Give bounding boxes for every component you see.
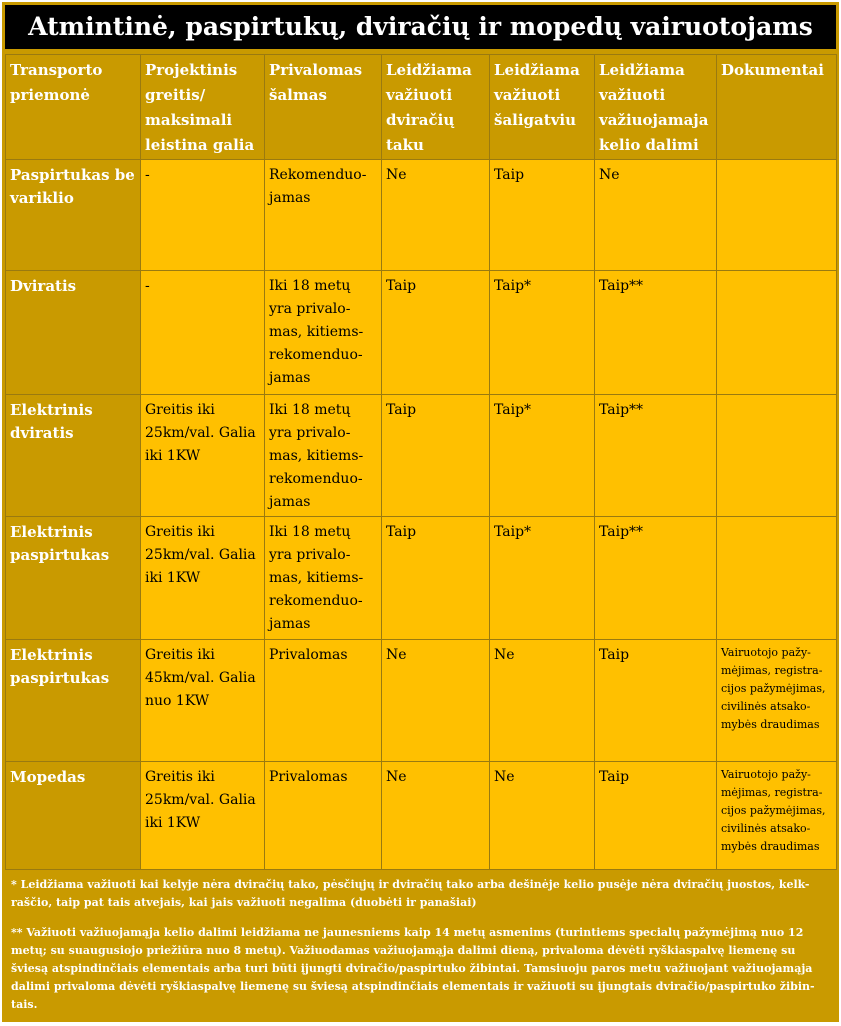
- vehicle-cell: Elektrinis paspirtukas: [6, 517, 141, 640]
- header-roadway: Leidžiama važiuoti važiuojamaja kelio dalimi: [595, 55, 717, 160]
- vehicle-cell: Dviratis: [6, 271, 141, 395]
- roadway-cell: Taip: [595, 762, 717, 870]
- sidewalk-cell: Taip*: [490, 395, 595, 517]
- helmet-cell: Iki 18 metų yra privalo-mas, kitiems-rekomenduo-jamas: [265, 271, 382, 395]
- speed-cell: -: [141, 271, 265, 395]
- bike-path-cell: Ne: [382, 640, 490, 762]
- header-bike-path: Leidžiama važiuoti dviračių taku: [382, 55, 490, 160]
- header-row: [6, 55, 837, 160]
- helmet-cell: Iki 18 metų yra privalo-mas, kitiems-rekomenduo-jamas: [265, 517, 382, 640]
- footnote-1: * Leidžiama važiuoti kai kelyje nėra dviračių tako, pėsčiųjų ir dviračių tako arba dešinėje kelio pusėje nėra dviračių juostos, kelk-raščio, taip pat tais atvejais, kai jais važiuoti negalima (duobėti ir panašiai): [11, 878, 810, 909]
- sheet-title: Atmintinė, paspirtukų, dviračių ir mopedų vairuotojams: [5, 5, 836, 49]
- documents-cell: [717, 160, 837, 271]
- bike-path-cell: Ne: [382, 160, 490, 271]
- bike-path-cell: Taip: [382, 517, 490, 640]
- bike-path-cell: Taip: [382, 271, 490, 395]
- table-row: [6, 395, 837, 517]
- vehicle-cell: Elektrinis paspirtukas: [6, 640, 141, 762]
- footnotes: [5, 876, 838, 1026]
- header-speed: Projektinis greitis/ maksimali leistina galia: [141, 55, 265, 160]
- sidewalk-cell: Taip*: [490, 517, 595, 640]
- speed-cell: -: [141, 160, 265, 271]
- helmet-cell: Privalomas: [265, 762, 382, 870]
- sidewalk-cell: Ne: [490, 762, 595, 870]
- documents-cell: Vairuotojo pažy-mėjimas, registra-cijos pažymėjimas, civilinės atsako-mybės draudimas: [717, 762, 837, 870]
- header-documents: Dokumentai: [717, 55, 837, 160]
- table-row: [6, 640, 837, 762]
- table-row: [6, 762, 837, 870]
- table-row: [6, 160, 837, 271]
- roadway-cell: Ne: [595, 160, 717, 271]
- speed-cell: Greitis iki 25km/val. Galia iki 1KW: [141, 395, 265, 517]
- vehicle-cell: Mopedas: [6, 762, 141, 870]
- documents-cell: [717, 271, 837, 395]
- documents-cell: [717, 517, 837, 640]
- vehicle-cell: Elektrinis dviratis: [6, 395, 141, 517]
- header-sidewalk: Leidžiama važiuoti šaligatviu: [490, 55, 595, 160]
- roadway-cell: Taip**: [595, 517, 717, 640]
- footnote-2: ** Važiuoti važiuojamąja kelio dalimi leidžiama ne jaunesniems kaip 14 metų asmenims (turintiems specialų pažymėjimą nuo 12 metų; su suaugusiojo priežiūra nuo 8 metų). Važiuodamas važiuojamąja dalimi dieną, privaloma dėvėti ryškiaspalvę liemenę su šviesą atspindinčiais elementais arba turi būti įjungti dviračio/paspirtuko žibintai. Tamsiuoju paros metu važiuojant važiuojamąja dalimi privaloma dėvėti ryškiaspalvę liemenę su šviesą atspindinčiais elementais ir važiuoti su įjungtais dviračio/paspirtuko žibin-tais.: [11, 926, 815, 1011]
- speed-cell: Greitis iki 45km/val. Galia nuo 1KW: [141, 640, 265, 762]
- roadway-cell: Taip**: [595, 395, 717, 517]
- helmet-cell: Iki 18 metų yra privalo-mas, kitiems-rekomenduo-jamas: [265, 395, 382, 517]
- bike-path-cell: Ne: [382, 762, 490, 870]
- documents-cell: [717, 395, 837, 517]
- helmet-cell: Privalomas: [265, 640, 382, 762]
- sidewalk-cell: Taip*: [490, 271, 595, 395]
- table-row: [6, 271, 837, 395]
- sidewalk-cell: Taip: [490, 160, 595, 271]
- vehicle-cell: Paspirtukas be variklio: [6, 160, 141, 271]
- speed-cell: Greitis iki 25km/val. Galia iki 1KW: [141, 517, 265, 640]
- sidewalk-cell: Ne: [490, 640, 595, 762]
- bike-path-cell: Taip: [382, 395, 490, 517]
- helmet-cell: Rekomenduo-jamas: [265, 160, 382, 271]
- roadway-cell: Taip: [595, 640, 717, 762]
- speed-cell: Greitis iki 25km/val. Galia iki 1KW: [141, 762, 265, 870]
- table-row: [6, 517, 837, 640]
- rules-sheet: [2, 2, 839, 1022]
- rules-table: [5, 54, 837, 870]
- documents-cell: Vairuotojo pažy-mėjimas, registra-cijos pažymėjimas, civilinės atsako-mybės draudimas: [717, 640, 837, 762]
- header-vehicle: Transporto priemonė: [6, 55, 141, 160]
- header-helmet: Privalomas šalmas: [265, 55, 382, 160]
- roadway-cell: Taip**: [595, 271, 717, 395]
